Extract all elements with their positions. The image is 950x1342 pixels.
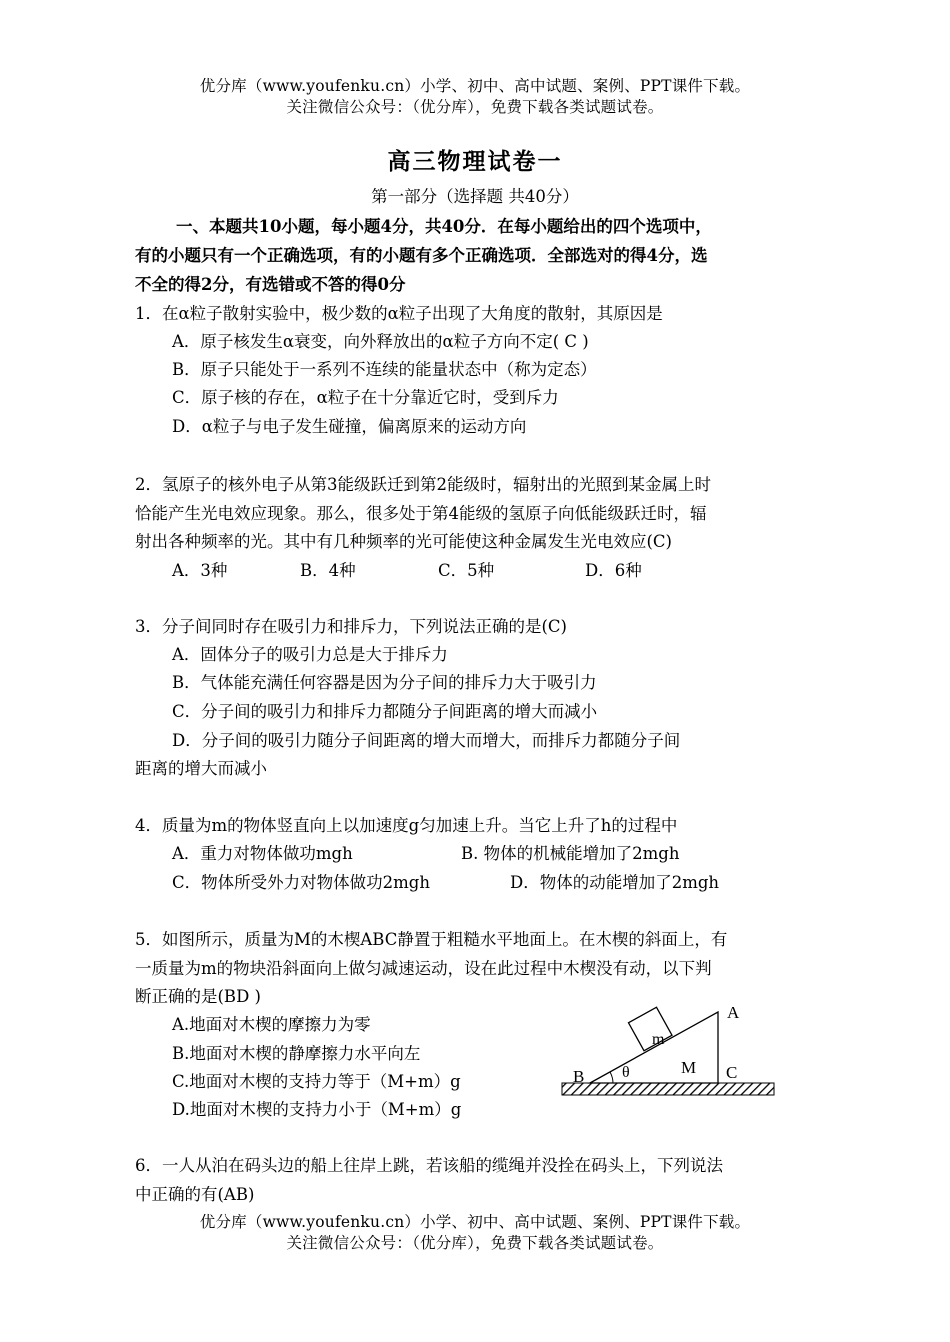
q2-option-b: B．4种: [300, 561, 356, 580]
q5-stem-line-2: 一质量为m的物块沿斜面向上做匀减速运动，设在此过程中木楔没有动，以下判: [135, 959, 712, 978]
q4-option-a: A．重力对物体做功mgh: [172, 844, 353, 863]
q2-option-a: A．3种: [172, 561, 228, 580]
q4-option-b: B. 物体的机械能增加了2mgh: [461, 844, 680, 863]
q3-option-b: B．气体能充满任何容器是因为分子间的排斥力大于吸引力: [172, 673, 597, 692]
footer-line-2: 关注微信公众号：（优分库），免费下载各类试题试卷。: [286, 1234, 664, 1252]
label-block-m: m: [652, 1031, 665, 1048]
q5-stem-line-1: 5．如图所示，质量为M的木楔ABC静置于粗糙水平地面上。在木楔的斜面上，有: [135, 930, 728, 949]
rough-ground: [562, 1083, 774, 1095]
q6-stem-line-1: 6．一人从泊在码头边的船上往岸上跳，若该船的缆绳并没拴在码头上，下列说法: [135, 1156, 723, 1175]
q4-options-row-1: [0, 843, 950, 865]
label-wedge-m: M: [681, 1058, 697, 1077]
q3-option-d-continuation: 距离的增大而减小: [135, 759, 267, 778]
label-c: C: [726, 1063, 738, 1082]
header-line-2: 关注微信公众号：（优分库），免费下载各类试题试卷。: [286, 98, 664, 116]
label-theta: θ: [622, 1064, 630, 1081]
q1-option-b: B．原子只能处于一系列不连续的能量状态中（称为定态）: [172, 360, 597, 379]
q1-option-a: A．原子核发生α衰变，向外释放出的α粒子方向不定( C ): [172, 332, 589, 351]
q2-stem-line-1: 2．氢原子的核外电子从第3能级跃迁到第2能级时，辐射出的光照到某金属上时: [135, 475, 711, 494]
label-a: A: [727, 1003, 740, 1022]
q1-stem: 1．在α粒子散射实验中，极少数的α粒子出现了大角度的散射，其原因是: [135, 304, 663, 323]
q5-option-c: C.地面对木楔的支持力等于（M+m）g: [172, 1072, 461, 1091]
q6-stem-line-2: 中正确的有(AB): [135, 1185, 255, 1204]
header-line-1: 优分库（www.youfenku.cn）小学、初中、高中试题、案例、PPT课件下载。: [199, 77, 751, 95]
q2-option-d: D．6种: [585, 561, 642, 580]
label-b: B: [573, 1067, 585, 1086]
q4-option-d: D．物体的动能增加了2mgh: [510, 873, 720, 892]
wedge-figure: [555, 1000, 785, 1110]
q3-option-c: C．分子间的吸引力和排斥力都随分子间距离的增大而减小: [172, 702, 598, 721]
q3-stem: 3．分子间同时存在吸引力和排斥力，下列说法正确的是(C): [135, 617, 567, 636]
q2-stem-line-2: 恰能产生光电效应现象。那么，很多处于第4能级的氢原子向低能级跃迁时，辐: [135, 504, 707, 523]
q5-option-d: D.地面对木楔的支持力小于（M+m）g: [172, 1100, 462, 1119]
q2-options: [0, 560, 950, 582]
instruction-line-2: 有的小题只有一个正确选项，有的小题有多个正确选项．全部选对的得4分，选: [135, 246, 708, 265]
part-heading: 第一部分（选择题 共40分）: [371, 187, 579, 206]
q5-stem-line-3: 断正确的是(BD ): [135, 987, 261, 1006]
footer-line-1: 优分库（www.youfenku.cn）小学、初中、高中试题、案例、PPT课件下载。: [199, 1213, 751, 1231]
page-title: 高三物理试卷一: [387, 148, 563, 175]
q1-option-d: D．α粒子与电子发生碰撞，偏离原来的运动方向: [172, 417, 527, 436]
q2-stem-line-3: 射出各种频率的光。其中有几种频率的光可能使这种金属发生光电效应(C): [135, 532, 672, 551]
q5-option-a: A.地面对木楔的摩擦力为零: [172, 1015, 371, 1034]
q3-option-d: D．分子间的吸引力随分子间距离的增大而增大，而排斥力都随分子间: [172, 731, 681, 750]
q3-option-a: A．固体分子的吸引力总是大于排斥力: [172, 645, 448, 664]
q4-options-row-2: [0, 872, 950, 894]
q4-option-c: C．物体所受外力对物体做功2mgh: [172, 873, 430, 892]
q5-option-b: B.地面对木楔的静摩擦力水平向左: [172, 1044, 421, 1063]
instruction-line-1: 一、本题共10小题，每小题4分，共40分．在每小题给出的四个选项中，: [176, 217, 712, 236]
q4-stem: 4．质量为m的物体竖直向上以加速度g匀加速上升。当它上升了h的过程中: [135, 816, 678, 835]
q2-option-c: C．5种: [438, 561, 495, 580]
instruction-line-3: 不全的得2分，有选错或不答的得0分: [135, 275, 406, 294]
q1-option-c: C．原子核的存在，α粒子在十分靠近它时，受到斥力: [172, 388, 559, 407]
